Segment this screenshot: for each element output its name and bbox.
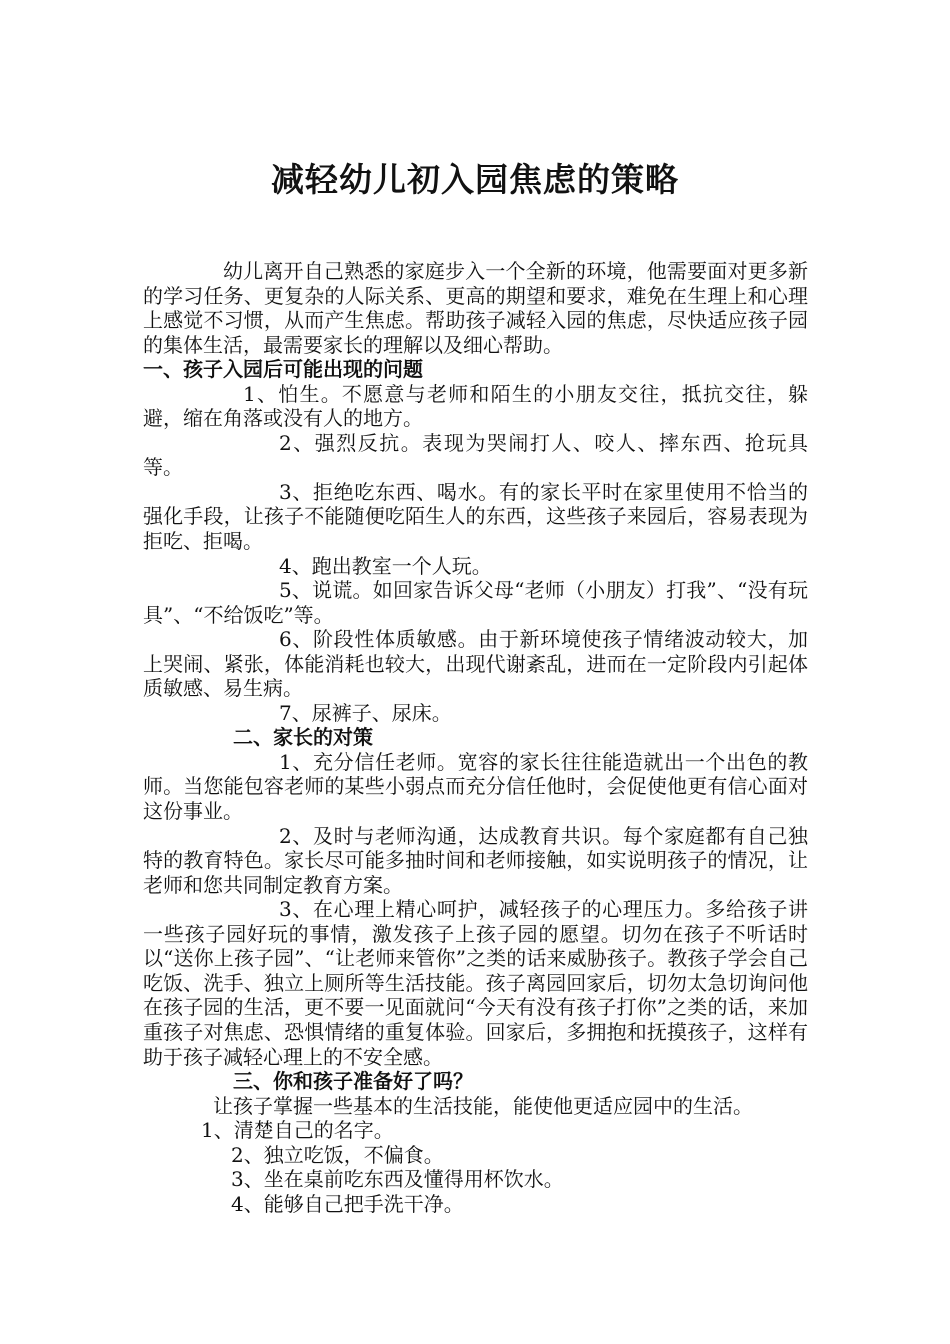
section-3-item: 2、独立吃饭，不偏食。 (231, 1142, 444, 1167)
section-3-item: 1、清楚自己的名字。 (201, 1118, 394, 1143)
section-3-item: 3、坐在桌前吃东西及懂得用杯饮水。 (231, 1167, 564, 1192)
section-2-item: 2、及时与老师沟通，达成教育共识。每个家庭都有自己独特的教育特色。家长尽可能多抽时间和老师接触，如实说明孩子的情况，让老师和您共同制定教育方案。 (143, 823, 808, 897)
document-title: 减轻幼儿初入园焦虑的策略 (271, 160, 679, 199)
section-1-heading: 一、孩子入园后可能出现的问题 (143, 357, 423, 382)
section-2-item: 1、充分信任老师。宽容的家长往往能造就出一个出色的教师。当您能包容老师的某些小弱点而充分信任他时，会促使他更有信心面对这份事业。 (143, 749, 808, 824)
section-2-item: 3、在心理上精心呵护，减轻孩子的心理压力。多给孩子讲一些孩子园好玩的事情，激发孩子上孩子园的愿望。切勿在孩子不听话时以“送你上孩子园”、“让老师来管你”之类的话来威胁孩子。教孩子学会自己吃饭、洗手、独立上厕所等生活技能。孩子离园回家后，切勿太急切询问他在孩子园的生活，更不要一见面就问“今天有没有孩子打你”之类的话，来加重孩子对焦虑、恐惧情绪的重复体验。回家后，多拥抱和抚摸孩子，这样有助于孩子减轻心理上的不安全感。 (143, 897, 808, 1069)
section-1-item: 3、拒绝吃东西、喝水。有的家长平时在家里使用不恰当的强化手段，让孩子不能随便吃陌生人的东西，这些孩子来园后，容易表现为拒吃、拒喝。 (143, 479, 808, 554)
section-3-item: 4、能够自己把手洗干净。 (231, 1191, 464, 1216)
section-1-item: 1、怕生。不愿意与老师和陌生的小朋友交往，抵抗交往，躲避，缩在角落或没有人的地方。 (143, 381, 808, 431)
intro-paragraph: 幼儿离开自己熟悉的家庭步入一个全新的环境，他需要面对更多新的学习任务、更复杂的人际关系、更高的期望和要求，难免在生理上和心理上感觉不习惯，从而产生焦虑。帮助孩子减轻入园的焦虑，尽快适应孩子园的集体生活，最需要家长的理解以及细心帮助。 (143, 259, 808, 357)
section-1-item: 7、尿裤子、尿床。 (279, 700, 452, 725)
document-body (143, 259, 808, 1216)
section-3-intro: 让孩子掌握一些基本的生活技能，能使他更适应园中的生活。 (213, 1093, 753, 1118)
section-1-item: 2、强烈反抗。表现为哭闹打人、咬人、摔东西、抢玩具等。 (143, 430, 808, 480)
section-3-heading: 三、你和孩子准备好了吗？ (233, 1069, 473, 1094)
section-1-item: 6、阶段性体质敏感。由于新环境使孩子情绪波动较大，加上哭闹、紧张，体能消耗也较大，出现代谢紊乱，进而在一定阶段内引起体质敏感、易生病。 (143, 627, 808, 701)
section-2-heading: 二、家长的对策 (233, 725, 373, 750)
section-1-item: 4、跑出教室一个人玩。 (279, 553, 492, 578)
section-1-item: 5、说谎。如回家告诉父母“老师（小朋友）打我”、“没有玩具”、“不给饭吃”等。 (143, 578, 808, 627)
